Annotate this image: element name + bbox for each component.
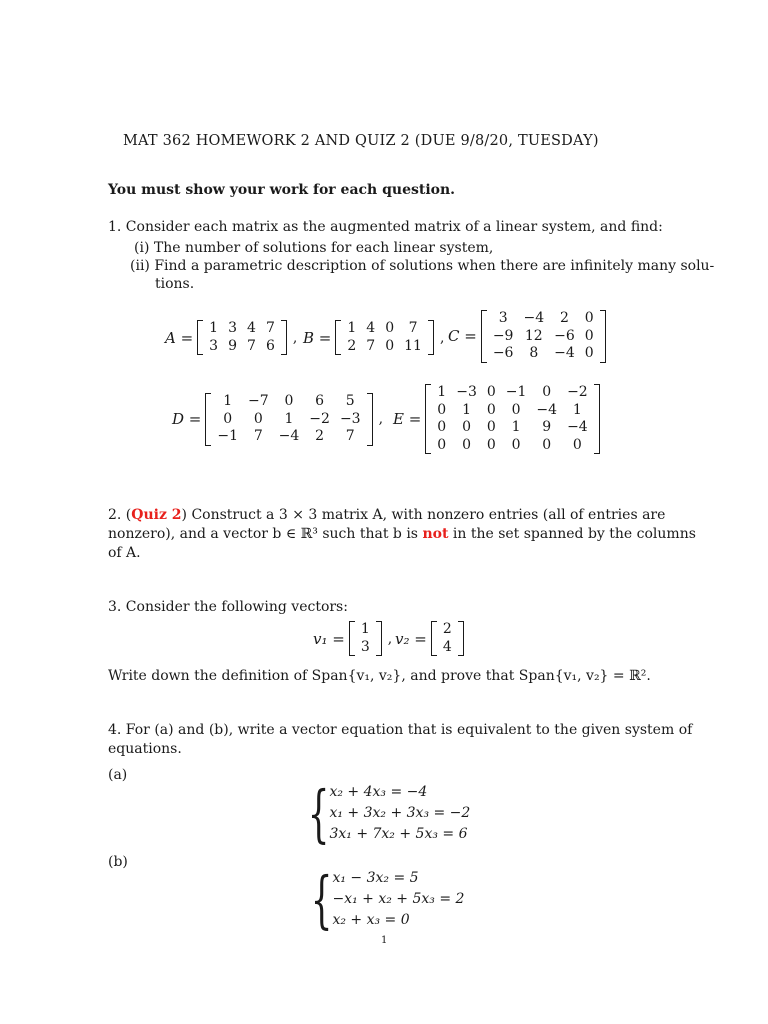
e-cell: 1: [572, 401, 582, 418]
e-cell: 0: [511, 401, 521, 418]
matrix-a-label: A =: [165, 328, 194, 347]
brace-icon: {: [307, 776, 330, 850]
matrix-c-label: C =: [448, 327, 477, 346]
q4-line1: 4. For (a) and (b), write a vector equation that is equivalent to the given system of: [108, 722, 693, 738]
d-cell: 0: [284, 393, 294, 409]
q4-b-label: (b): [108, 854, 128, 870]
d-cell: 7: [253, 428, 263, 444]
a-cell: 3: [228, 320, 238, 336]
matrix-b: [335, 320, 434, 355]
c-cell: −6: [492, 345, 514, 361]
v1-cell: 3: [360, 638, 370, 655]
c-cell: −6: [554, 327, 575, 344]
e-cell: 0: [462, 436, 471, 453]
d-cell: 0: [253, 410, 263, 427]
e-cell: −3: [456, 384, 477, 400]
matrix-c-block: [448, 310, 606, 363]
matrix-d-label: D =: [172, 410, 202, 429]
a-cell: 6: [265, 337, 275, 354]
matrix-a: [197, 320, 287, 355]
e-cell: −4: [567, 419, 588, 435]
c-cell: 12: [524, 327, 543, 344]
e-cell: 0: [437, 419, 447, 435]
b-cell: 7: [366, 337, 376, 354]
equation: 3x₁ + 7x₂ + 5x₃ = 6: [329, 826, 468, 842]
page-title: MAT 362 HOMEWORK 2 AND QUIZ 2 (DUE 9/8/20, TUESDAY): [123, 133, 599, 149]
comma: ,: [439, 329, 445, 346]
d-cell: 0: [223, 410, 233, 427]
d-cell: −3: [339, 410, 361, 427]
e-cell: 1: [462, 401, 471, 418]
a-cell: 9: [228, 337, 238, 354]
q4-a-label: (a): [108, 767, 128, 783]
d-cell: 1: [223, 393, 233, 409]
e-cell: 0: [462, 419, 471, 435]
vector-v2: [431, 621, 464, 656]
e-cell: 0: [486, 436, 496, 453]
comma: ,: [387, 630, 393, 647]
matrix-a-block: [165, 320, 297, 355]
c-cell: 0: [584, 310, 594, 326]
c-cell: −4: [523, 310, 545, 326]
d-cell: 5: [345, 393, 355, 409]
c-cell: 0: [584, 345, 594, 361]
a-cell: 3: [209, 337, 219, 354]
matrix-e: [425, 384, 599, 454]
matrix-d-block: [172, 393, 383, 446]
c-cell: −4: [554, 345, 575, 361]
e-cell: −4: [536, 401, 558, 418]
q3-text: Write down the definition of Span{v₁, v₂}, and prove that Span{v₁, v₂} = ℝ².: [108, 668, 651, 684]
q2-line3: of A.: [108, 545, 141, 561]
d-cell: 1: [284, 410, 294, 427]
v1-cell: 1: [360, 621, 370, 637]
a-cell: 7: [265, 320, 275, 336]
c-cell: 3: [498, 310, 508, 326]
a-cell: 1: [209, 320, 219, 336]
matrix-d: [205, 393, 372, 446]
a-cell: 4: [247, 320, 256, 336]
system-a: [290, 776, 471, 850]
q1-intro: 1. Consider each matrix as the augmented matrix of a linear system, and find:: [108, 219, 663, 235]
matrix-e-label: E =: [393, 410, 422, 428]
v1-label: v₁ =: [313, 629, 345, 648]
b-cell: 7: [408, 320, 418, 336]
d-cell: 6: [315, 393, 325, 409]
e-cell: 0: [542, 384, 552, 400]
e-cell: 0: [486, 401, 496, 418]
equation: x₁ + 3x₂ + 3x₃ = −2: [329, 805, 471, 821]
q3-intro: 3. Consider the following vectors:: [108, 599, 348, 615]
e-cell: 0: [437, 436, 447, 453]
matrix-e-block: [393, 384, 600, 454]
c-cell: −9: [492, 327, 514, 344]
d-cell: −7: [248, 393, 269, 409]
equation: x₂ + 4x₃ = −4: [329, 784, 428, 800]
e-cell: 0: [486, 419, 496, 435]
d-cell: 2: [315, 428, 325, 444]
not-emphasis: not: [422, 526, 449, 542]
d-cell: −1: [217, 428, 239, 444]
e-cell: 0: [511, 436, 521, 453]
quiz-label: Quiz 2: [131, 507, 182, 523]
b-cell: 2: [347, 337, 357, 354]
b-cell: 1: [347, 320, 357, 336]
c-cell: 2: [559, 310, 569, 326]
q1-item-ii: (ii) Find a parametric description of solutions when there are infinitely many solu-: [130, 258, 715, 274]
e-cell: 0: [542, 436, 552, 453]
page-number: 1: [381, 935, 388, 946]
b-cell: 4: [366, 320, 376, 336]
e-cell: 1: [437, 384, 447, 400]
d-cell: −4: [278, 428, 300, 444]
d-cell: −2: [309, 410, 330, 427]
e-cell: 0: [486, 384, 496, 400]
equation: x₁ − 3x₂ = 5: [332, 870, 419, 886]
comma: ,: [292, 329, 298, 346]
q4-line2: equations.: [108, 741, 182, 757]
e-cell: 0: [437, 401, 447, 418]
b-cell: 11: [404, 337, 422, 354]
q1-item-ii-cont: tions.: [155, 276, 195, 292]
e-cell: −2: [567, 384, 588, 400]
e-cell: −1: [505, 384, 527, 400]
a-cell: 7: [247, 337, 256, 354]
e-cell: 1: [511, 419, 521, 435]
vector-v2-block: [395, 621, 464, 656]
v2-label: v₂ =: [395, 629, 427, 648]
v2-cell: 4: [442, 638, 452, 655]
equation: x₂ + x₃ = 0: [332, 912, 410, 928]
b-cell: 0: [385, 337, 395, 354]
equation: −x₁ + x₂ + 5x₃ = 2: [332, 891, 465, 907]
brace-icon: {: [310, 862, 333, 936]
instruction: You must show your work for each question.: [108, 182, 456, 198]
e-cell: 9: [542, 419, 552, 435]
vector-v1: [349, 621, 382, 656]
c-cell: 8: [529, 345, 539, 361]
comma: ,: [378, 411, 384, 428]
b-cell: 0: [385, 320, 395, 336]
q2-line2: nonzero), and a vector b ∈ ℝ³ such that b is not in the set spanned by the columns: [108, 526, 696, 542]
e-cell: 0: [572, 436, 582, 453]
q1-item-i: (i) The number of solutions for each linear system,: [134, 240, 494, 256]
d-cell: 7: [345, 428, 355, 444]
vector-v1-block: [313, 621, 392, 656]
matrix-b-label: B =: [303, 328, 332, 347]
matrix-c: [481, 310, 606, 363]
c-cell: 0: [584, 327, 594, 344]
matrix-b-block: [303, 320, 444, 355]
system-b: [293, 862, 465, 936]
v2-cell: 2: [442, 621, 452, 637]
q2-line1: 2. (Quiz 2) Construct a 3 × 3 matrix A, with nonzero entries (all of entries are: [108, 507, 666, 523]
